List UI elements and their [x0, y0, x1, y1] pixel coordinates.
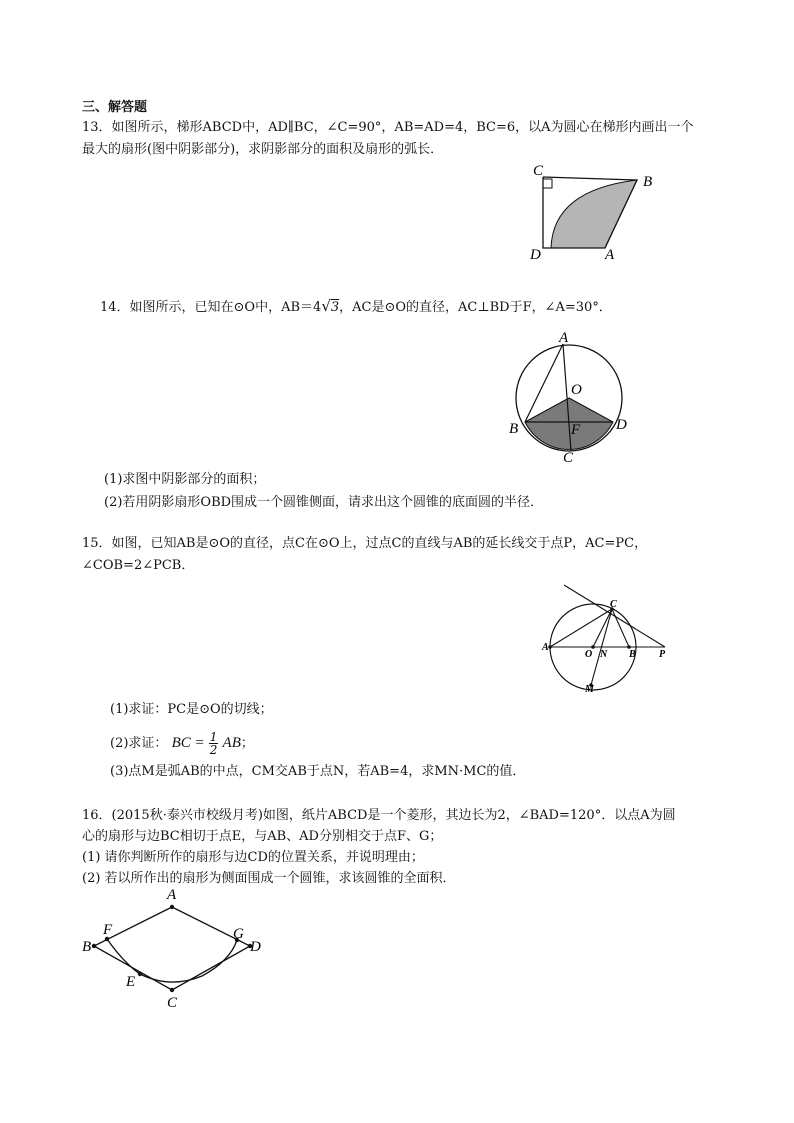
q15-sub3: (3)点M是弧AB的中点，CM交AB于点N，若AB=4，求MN·MC的值．	[110, 764, 526, 779]
q14-stem-suffix: ，AC是⊙O的直径，AC⊥BD于F，∠A=30°．	[339, 300, 612, 315]
q14-label-A: A	[559, 330, 569, 346]
q15-label-O: O	[585, 649, 593, 660]
q15-sub2	[110, 728, 254, 758]
q13-label-A: A	[605, 247, 615, 260]
q14-label-B: B	[509, 421, 519, 437]
q15-line1: 15．如图，已知AB是⊙O的直径，点C在⊙O上，过点C的直线与AB的延长线交于点P，AC=PC，	[82, 536, 648, 551]
q14-label-D: D	[616, 417, 627, 433]
q16-label-B: B	[82, 939, 92, 955]
q15-label-A: A	[542, 642, 549, 653]
q14-stem-prefix: 14．如图所示，已知在⊙O中，AB＝4	[100, 300, 322, 315]
q13-label-C: C	[533, 163, 544, 179]
q16-sub1: (1) 请你判断所作的扇形与边CD的位置关系，并说明理由；	[82, 850, 424, 865]
q16-line2: 心的扇形与边BC相切于点E，与AB、AD分别相交于点F、G；	[82, 829, 443, 844]
q15-sub2-prefix: (2)求证：	[110, 736, 168, 751]
q16-label-C: C	[167, 995, 178, 1011]
q15-label-N: N	[600, 649, 608, 660]
q15-frac-den: 2	[209, 743, 218, 757]
q15-line2: ∠COB=2∠PCB．	[82, 558, 195, 573]
q16-label-G: G	[233, 926, 244, 942]
q13-label-D: D	[530, 247, 541, 260]
q16-label-D: D	[250, 939, 261, 955]
section-title: 三、解答题	[82, 100, 148, 115]
q16-sub2: (2) 若以所作出的扇形为侧面围成一个圆锥，求该圆锥的全面积．	[82, 871, 456, 886]
q15-sub2-rhs: AB	[222, 735, 241, 751]
q15-label-P: P	[659, 649, 666, 660]
q15-sub2-lhs: BC =	[171, 735, 205, 751]
q16-label-A: A	[167, 887, 177, 903]
q16-label-E: E	[126, 974, 136, 990]
q15-fraction	[209, 731, 219, 756]
q13-right-angle-mark	[543, 179, 552, 188]
q15-sub2-suffix: ；	[240, 736, 254, 751]
q14-figure	[505, 330, 635, 465]
q15-label-M: M	[585, 684, 594, 695]
q13-label-B: B	[643, 174, 653, 190]
q14-label-C: C	[563, 450, 574, 465]
q14-label-O: O	[571, 382, 582, 398]
q15-frac-num: 1	[209, 730, 218, 744]
q15-figure	[540, 580, 675, 695]
q15-label-B: B	[629, 649, 636, 660]
q14-label-F: F	[571, 422, 581, 438]
q15-tangent-line	[564, 585, 665, 647]
q14-sub1: (1)求图中阴影部分的面积；	[104, 472, 266, 487]
q14-sqrt: √3	[321, 297, 340, 315]
q14-stem	[100, 298, 612, 316]
q16-line1: 16．(2015秋·泰兴市校级月考)如图，纸片ABCD是一个菱形，其边长为2，∠BAD=120°．以点A为圆	[82, 808, 676, 823]
q16-figure	[78, 885, 273, 1015]
q13-line1: 13．如图所示，梯形ABCD中，AD∥BC，∠C=90°，AB=AD=4，BC=6，以A为圆心在梯形内画出一个	[82, 120, 694, 135]
q15-label-C: C	[610, 599, 617, 610]
q13-line2: 最大的扇形(图中阴影部分)，求阴影部分的面积及扇形的弧长．	[82, 142, 444, 157]
q16-label-F: F	[103, 922, 113, 938]
q15-sub1: (1)求证：PC是⊙O的切线；	[110, 702, 273, 717]
q14-sqrt-arg: 3	[330, 300, 340, 315]
q13-shaded-sector	[551, 180, 637, 248]
q14-sub2: (2)若用阴影扇形OBD围成一个圆锥侧面，请求出这个圆锥的底面圆的半径．	[104, 495, 544, 510]
q13-figure	[525, 160, 670, 260]
q16-rhombus	[94, 907, 250, 990]
